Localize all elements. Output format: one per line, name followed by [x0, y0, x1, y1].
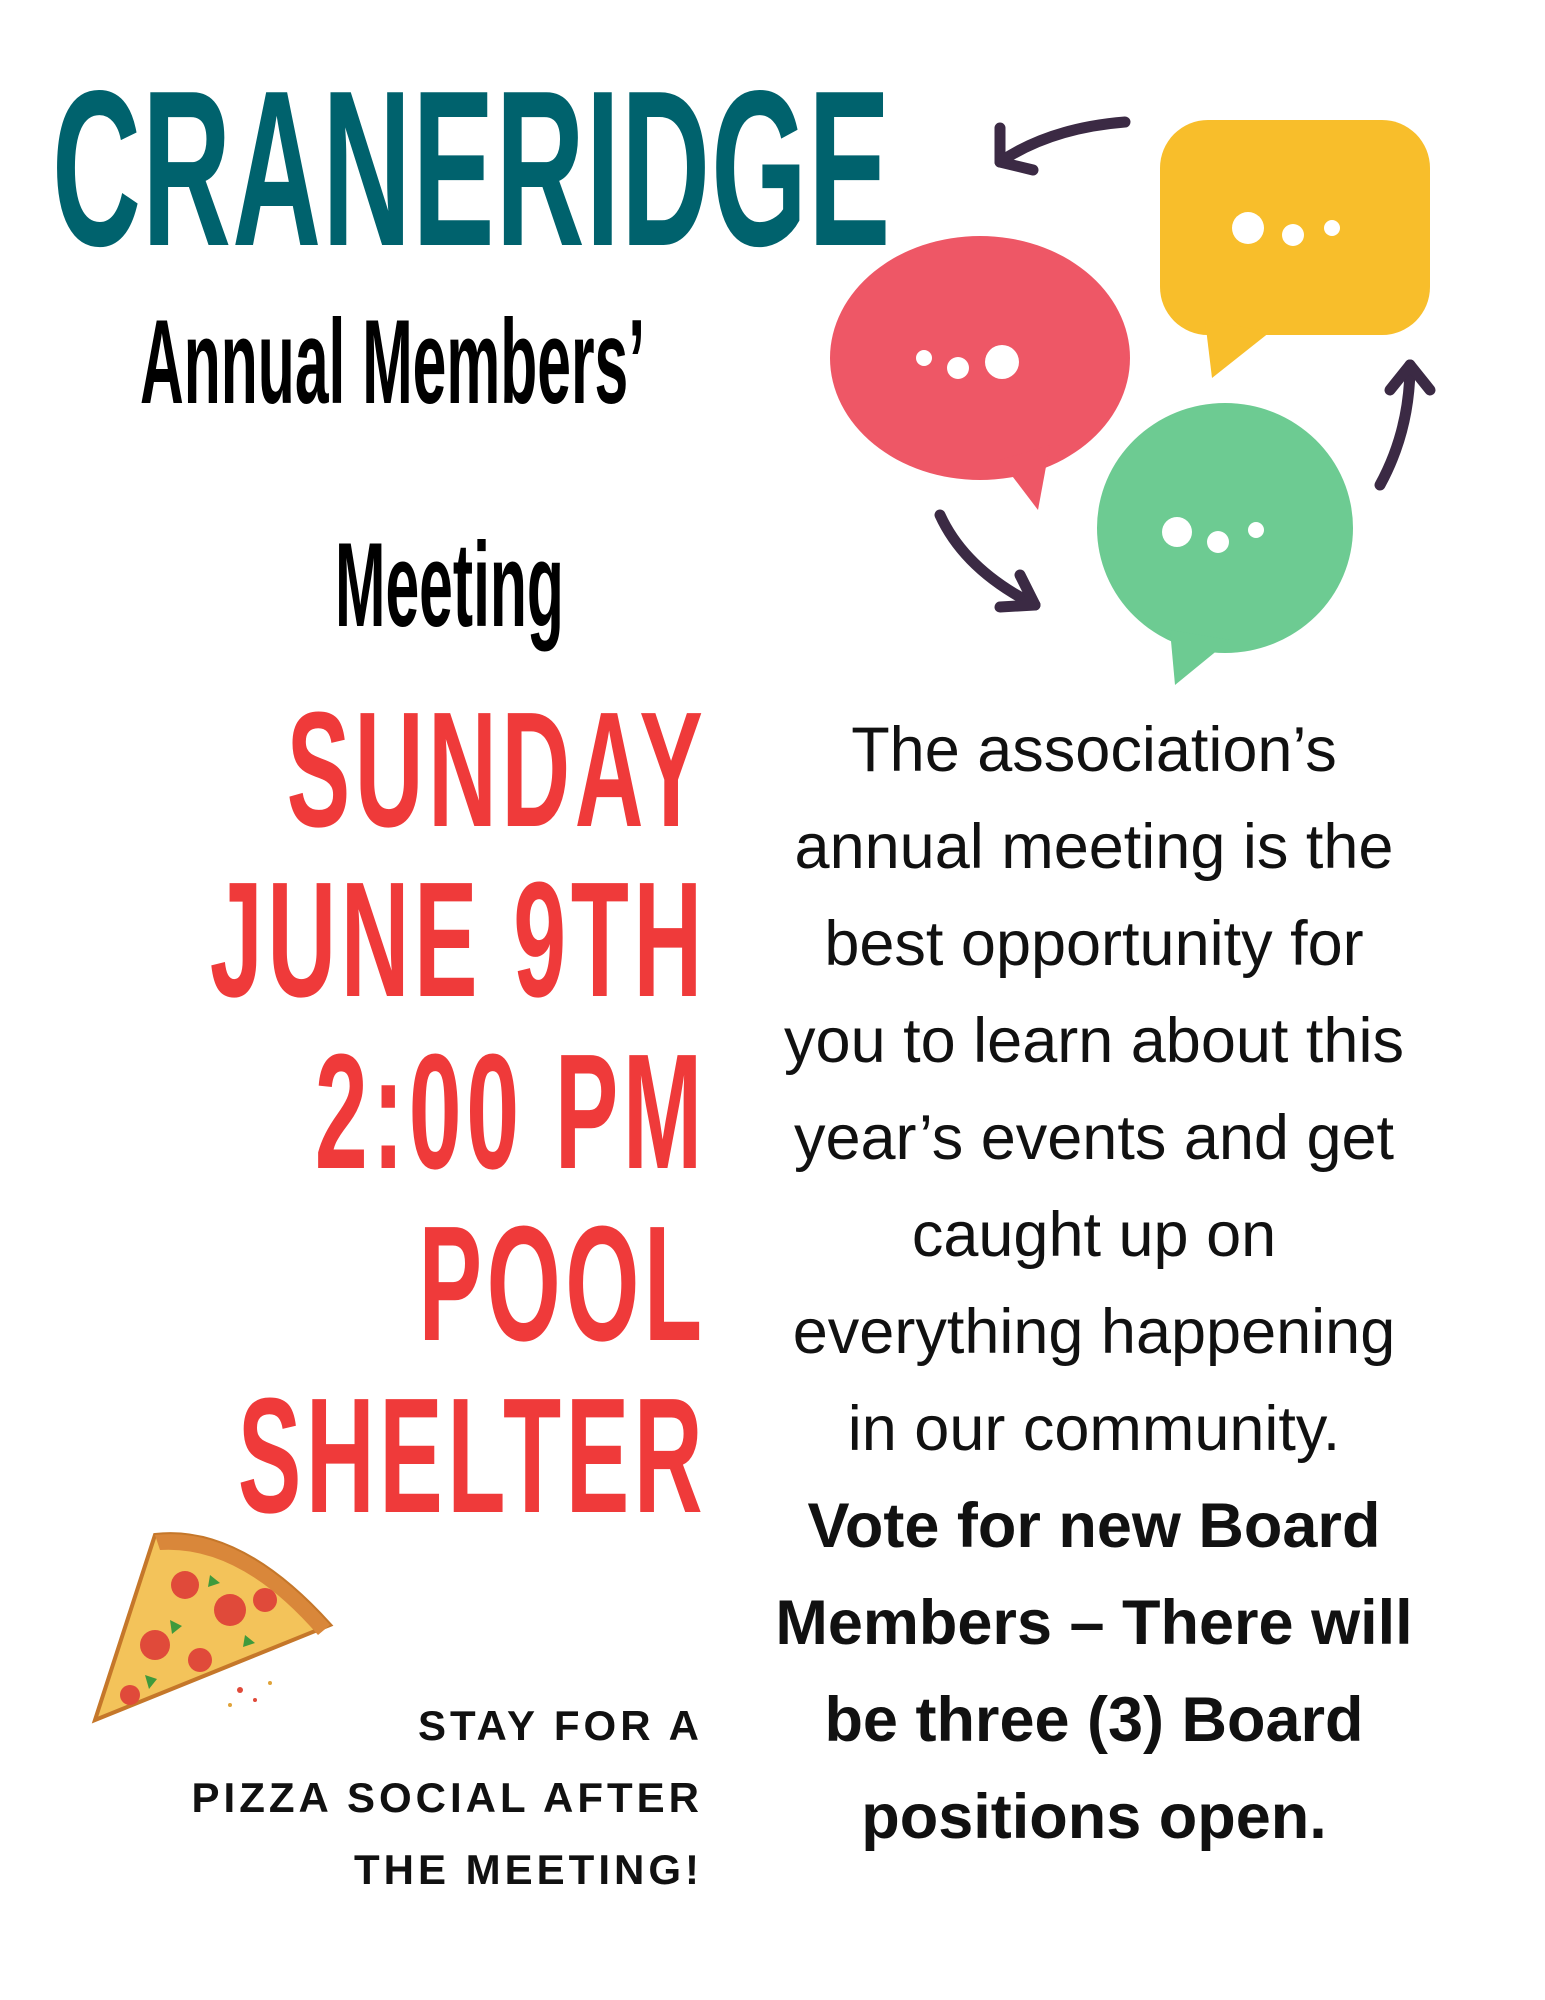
- description-line: year’s events and get: [793, 1103, 1395, 1173]
- vote-notice: [724, 1478, 1464, 1866]
- vote-line: Vote for new Board: [807, 1491, 1381, 1561]
- pizza-note-line: STAY FOR A: [417, 1702, 703, 1749]
- description-line: everything happening: [792, 1297, 1396, 1367]
- description-line: The association’s: [851, 715, 1337, 785]
- description-text: [724, 702, 1464, 1478]
- pizza-slice-icon: [90, 1515, 340, 1725]
- yellow-speech-bubble: [1160, 120, 1430, 378]
- subtitle-line-1: Annual Members’: [140, 295, 646, 429]
- green-speech-bubble: [1097, 403, 1353, 685]
- description-line: caught up on: [911, 1200, 1277, 1270]
- event-date: JUNE 9TH: [210, 848, 707, 1031]
- page-title: CRANERIDGE: [52, 45, 892, 293]
- pizza-note-line: PIZZA SOCIAL AFTER: [191, 1774, 703, 1821]
- vote-line: be three (3) Board: [824, 1685, 1364, 1755]
- pizza-note-line: THE MEETING!: [354, 1846, 703, 1893]
- description-line: you to learn about this: [784, 1006, 1404, 1076]
- description-line: in our community.: [847, 1394, 1341, 1464]
- event-location-line-1: POOL: [418, 1192, 707, 1375]
- event-day: SUNDAY: [286, 678, 707, 861]
- vote-line: positions open.: [861, 1782, 1327, 1852]
- subtitle-line-2: Meeting: [335, 518, 564, 652]
- description-line: annual meeting is the: [794, 812, 1394, 882]
- red-speech-bubble: [830, 236, 1130, 510]
- vote-line: Members – There will: [775, 1588, 1413, 1658]
- event-location-line-2: SHELTER: [237, 1364, 707, 1547]
- description-line: best opportunity for: [824, 909, 1364, 979]
- event-time: 2:00 PM: [315, 1020, 707, 1203]
- chat-bubbles-icon: [820, 100, 1460, 700]
